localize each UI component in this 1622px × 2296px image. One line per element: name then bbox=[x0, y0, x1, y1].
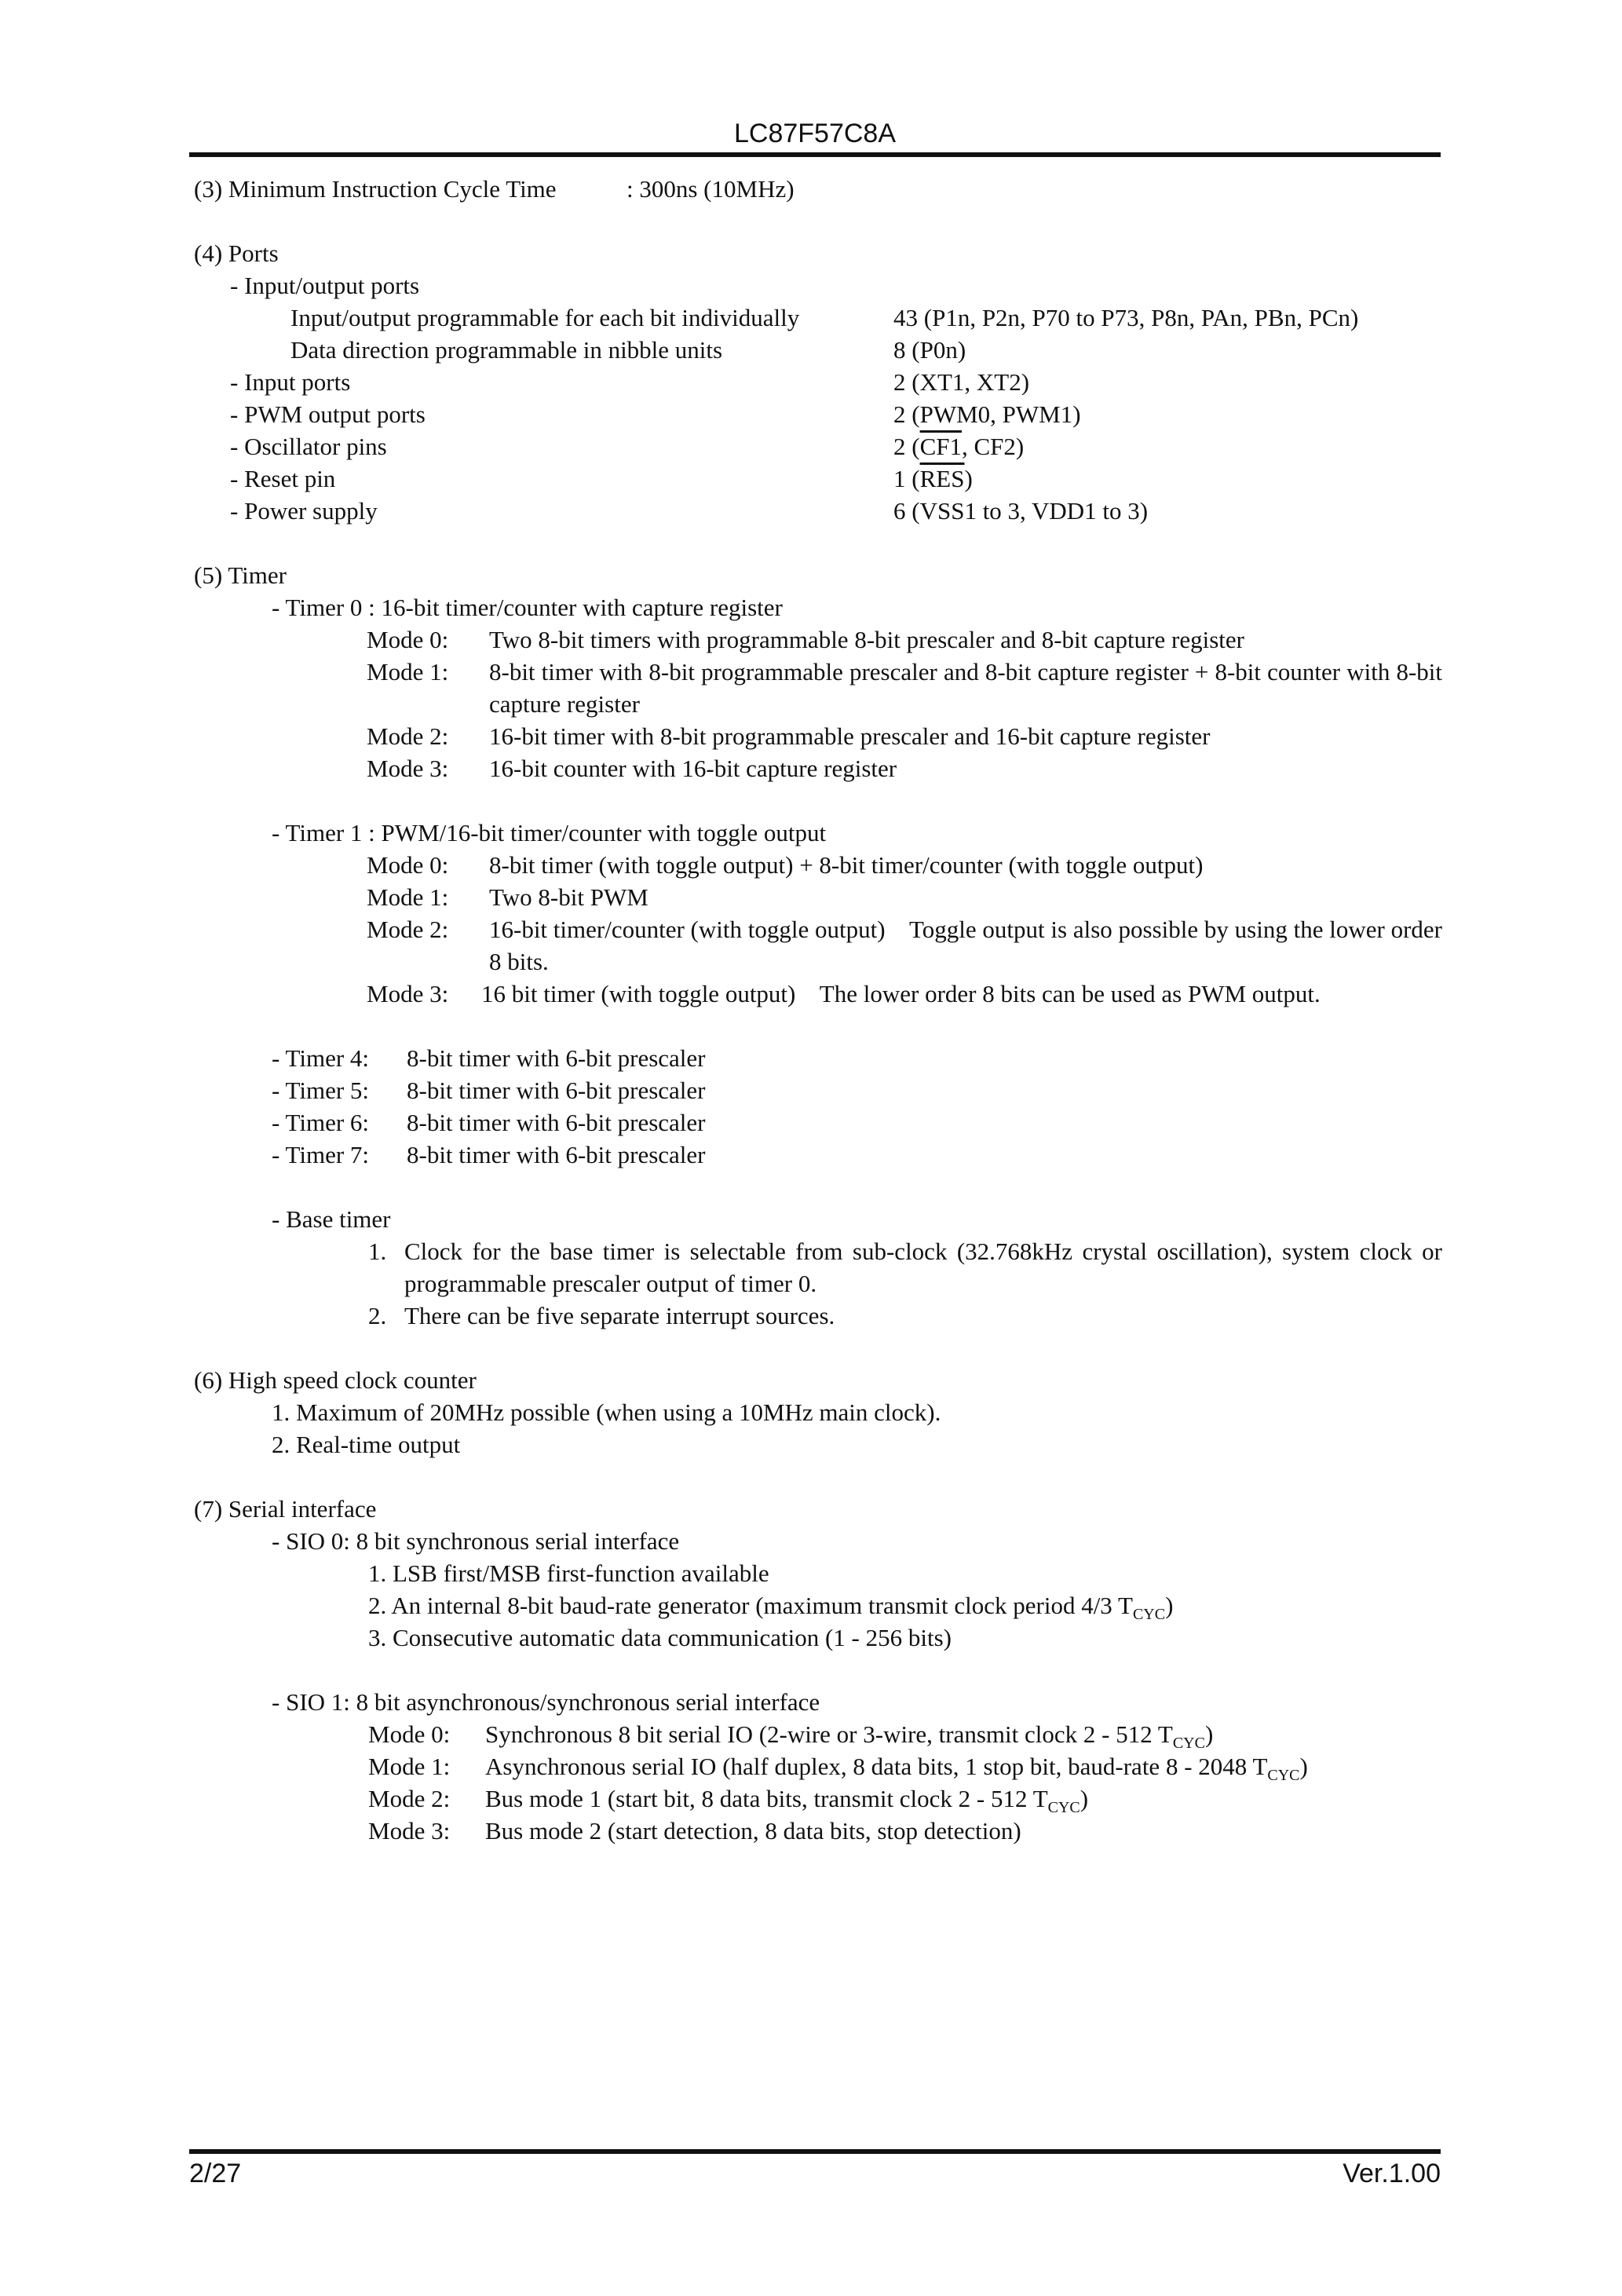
mode-text: 16 bit timer (with toggle output) The lower order 8 bits can be used as PWM output. bbox=[481, 980, 1321, 1007]
timer1-mode bbox=[194, 913, 1448, 978]
item-number: 2. bbox=[368, 1302, 387, 1329]
hsc-item bbox=[194, 1396, 1442, 1428]
mode-label: Mode 0: bbox=[367, 851, 449, 879]
timer-label: - Timer 6: bbox=[272, 1109, 370, 1136]
mode-text bbox=[485, 1750, 1308, 1785]
section-4-title-text: (4) Ports bbox=[194, 239, 279, 267]
footer-rule bbox=[189, 2149, 1441, 2154]
section-7-title bbox=[194, 1493, 1442, 1525]
sio1-mode bbox=[194, 1718, 1442, 1753]
sio1-heading bbox=[194, 1686, 1442, 1718]
base-timer-item bbox=[194, 1300, 1442, 1332]
timer1-heading bbox=[194, 817, 1442, 849]
timer-other-row bbox=[194, 1074, 1442, 1106]
ports-row-value: 2 (XT1, XT2) bbox=[893, 368, 1030, 396]
mode-label: Mode 3: bbox=[367, 980, 449, 1007]
timer-text: 8-bit timer with 6-bit prescaler bbox=[407, 1109, 706, 1136]
page-number: 2/27 bbox=[189, 2159, 242, 2188]
ports-row bbox=[194, 366, 1442, 398]
ports-row-label: - PWM output ports bbox=[230, 400, 426, 428]
sio1-mode bbox=[194, 1782, 1442, 1815]
timer-label: - Timer 4: bbox=[272, 1044, 370, 1072]
mode-text: 16-bit timer/counter (with toggle output) Toggle output is also possible by using the lower order 8 bits. bbox=[489, 916, 1448, 975]
hsc-item bbox=[194, 1428, 1442, 1461]
subscript: CYC bbox=[1267, 1767, 1300, 1785]
base-timer-heading bbox=[194, 1203, 1442, 1235]
subscript: CYC bbox=[1047, 1799, 1080, 1817]
ports-row-value: 8 (P0n) bbox=[893, 336, 966, 364]
text-part: Asynchronous serial IO (half duplex, 8 data bits, 1 stop bit, baud-rate 8 - 2048 T bbox=[485, 1753, 1268, 1780]
item-text: There can be five separate interrupt sources. bbox=[404, 1302, 835, 1329]
mode-label: Mode 3: bbox=[368, 1817, 451, 1844]
mode-label: Mode 1: bbox=[367, 883, 449, 911]
subscript: CYC bbox=[1172, 1735, 1205, 1753]
value-part: 1 ( bbox=[893, 465, 920, 492]
sio0-item bbox=[194, 1557, 1442, 1589]
timer-text: 8-bit timer with 6-bit prescaler bbox=[407, 1077, 706, 1104]
value-part: 2 ( bbox=[893, 433, 920, 460]
timer0-heading bbox=[194, 591, 1442, 623]
sio0-item-text: 1. LSB first/MSB first-function available bbox=[368, 1559, 769, 1587]
section-3-value: : 300ns (10MHz) bbox=[627, 175, 795, 203]
section-5-title bbox=[194, 559, 1442, 591]
hsc-item-text: 1. Maximum of 20MHz possible (when using a 10MHz main clock). bbox=[272, 1398, 941, 1426]
sio0-item-text: 3. Consecutive automatic data communication (1 - 256 bits) bbox=[368, 1624, 952, 1651]
timer-other-row bbox=[194, 1106, 1442, 1139]
timer0-mode bbox=[194, 656, 1442, 720]
text-part: Synchronous 8 bit serial IO (2-wire or 3-wire, transmit clock 2 - 512 T bbox=[485, 1720, 1173, 1748]
ports-row-value: 6 (VSS1 to 3, VDD1 to 3) bbox=[893, 497, 1149, 525]
ports-row bbox=[194, 302, 1442, 334]
text-part: ) bbox=[1080, 1785, 1089, 1812]
mode-label: Mode 1: bbox=[367, 658, 449, 686]
timer-other-row bbox=[194, 1139, 1442, 1171]
base-timer-item bbox=[194, 1235, 1442, 1300]
sio1-heading-text: - SIO 1: 8 bit asynchronous/synchronous serial interface bbox=[272, 1688, 820, 1716]
timer1-mode bbox=[194, 978, 1442, 1010]
sio0-item-text bbox=[368, 1589, 1174, 1624]
timer0-mode bbox=[194, 720, 1442, 752]
mode-text: 8-bit timer with 8-bit programmable prescaler and 8-bit capture register + 8-bit counter with 8-bit capture register bbox=[489, 658, 1442, 718]
timer1-mode bbox=[194, 849, 1442, 881]
base-timer-heading-text: - Base timer bbox=[272, 1205, 391, 1233]
ports-row-label: - Power supply bbox=[230, 497, 378, 525]
ports-io-heading bbox=[194, 269, 1442, 302]
text-part: Bus mode 1 (start bit, 8 data bits, transmit clock 2 - 512 T bbox=[485, 1785, 1048, 1812]
ports-row-label: Data direction programmable in nibble units bbox=[290, 336, 723, 364]
mode-label: Mode 1: bbox=[368, 1753, 451, 1780]
timer-text: 8-bit timer with 6-bit prescaler bbox=[407, 1044, 706, 1072]
timer0-heading-text: - Timer 0 : 16-bit timer/counter with capture register bbox=[272, 594, 783, 621]
document-body bbox=[194, 173, 1448, 1847]
timer-other-row bbox=[194, 1042, 1442, 1074]
page-header-title: LC87F57C8A bbox=[733, 119, 896, 148]
timer-label: - Timer 5: bbox=[272, 1077, 370, 1104]
section-5-title-text: (5) Timer bbox=[194, 561, 287, 589]
ports-row-label: - Oscillator pins bbox=[230, 433, 387, 460]
section-6-title bbox=[194, 1364, 1442, 1396]
ports-row-label: Input/output programmable for each bit individually bbox=[290, 304, 800, 331]
ports-row bbox=[194, 495, 1442, 527]
ports-row-value: 43 (P1n, P2n, P70 to P73, P8n, PAn, PBn, PCn) bbox=[893, 304, 1359, 331]
mode-label: Mode 0: bbox=[368, 1720, 451, 1748]
sio1-mode bbox=[194, 1750, 1442, 1785]
version-label: Ver.1.00 bbox=[1343, 2159, 1441, 2188]
mode-text: 16-bit counter with 16-bit capture register bbox=[489, 755, 897, 782]
ports-row-label: - Reset pin bbox=[230, 465, 336, 492]
timer-text: 8-bit timer with 6-bit prescaler bbox=[407, 1141, 706, 1168]
timer0-mode bbox=[194, 752, 1442, 784]
sio0-heading bbox=[194, 1525, 1442, 1557]
mode-text bbox=[485, 1718, 1214, 1753]
text-part: 2. An internal 8-bit baud-rate generator (maximum transmit clock period 4/3 T bbox=[368, 1592, 1133, 1619]
ports-row bbox=[194, 430, 1442, 462]
ports-row-value bbox=[893, 462, 973, 495]
mode-label: Mode 2: bbox=[368, 1785, 451, 1812]
mode-label: Mode 0: bbox=[367, 626, 449, 653]
ports-row-label: - Input ports bbox=[230, 368, 351, 396]
section-6-title-text: (6) High speed clock counter bbox=[194, 1366, 477, 1394]
timer-label: - Timer 7: bbox=[272, 1141, 370, 1168]
ports-row bbox=[194, 462, 1442, 495]
item-number: 1. bbox=[368, 1238, 387, 1265]
text-part: ) bbox=[1299, 1753, 1308, 1780]
value-part: , CF2) bbox=[962, 433, 1025, 460]
header-rule bbox=[189, 152, 1441, 157]
timer0-mode bbox=[194, 623, 1442, 656]
mode-text: 16-bit timer with 8-bit programmable prescaler and 16-bit capture register bbox=[489, 722, 1211, 750]
value-part: ) bbox=[964, 465, 973, 492]
mode-text: Bus mode 2 (start detection, 8 data bits, stop detection) bbox=[485, 1817, 1021, 1844]
ports-row bbox=[194, 398, 1442, 430]
subscript: CYC bbox=[1132, 1606, 1166, 1624]
mode-text bbox=[485, 1782, 1088, 1815]
text-part: ) bbox=[1165, 1592, 1174, 1619]
ports-row bbox=[194, 334, 1442, 366]
mode-label: Mode 3: bbox=[367, 755, 449, 782]
section-4-title bbox=[194, 237, 1442, 269]
item-text: Clock for the base timer is selectable from sub-clock (32.768kHz crystal oscillation), system clock or programmable prescaler output of timer 0. bbox=[404, 1238, 1442, 1297]
overlined-signal: $\overline{RES}$ bbox=[919, 465, 965, 492]
sio0-heading-text: - SIO 0: 8 bit synchronous serial interface bbox=[272, 1527, 680, 1555]
mode-label: Mode 2: bbox=[367, 916, 449, 943]
sio0-item bbox=[194, 1621, 1442, 1654]
sio1-mode bbox=[194, 1815, 1442, 1847]
overlined-signal: CF1 bbox=[919, 433, 962, 460]
mode-text: Two 8-bit PWM bbox=[489, 883, 648, 911]
mode-text: 8-bit timer (with toggle output) + 8-bit timer/counter (with toggle output) bbox=[489, 851, 1204, 879]
sio0-item bbox=[194, 1589, 1442, 1624]
mode-text: Two 8-bit timers with programmable 8-bit prescaler and 8-bit capture register bbox=[489, 626, 1244, 653]
section-3-row bbox=[194, 173, 1442, 205]
section-7-title-text: (7) Serial interface bbox=[194, 1495, 377, 1523]
timer1-heading-text: - Timer 1 : PWM/16-bit timer/counter with toggle output bbox=[272, 819, 827, 846]
text-part: ) bbox=[1204, 1720, 1214, 1748]
ports-io-heading-text: - Input/output ports bbox=[230, 272, 420, 299]
section-3-label: (3) Minimum Instruction Cycle Time bbox=[194, 175, 557, 203]
ports-row-value bbox=[893, 430, 1024, 462]
timer1-mode bbox=[194, 881, 1442, 913]
ports-row-value: 2 (PWM0, PWM1) bbox=[893, 400, 1081, 428]
mode-label: Mode 2: bbox=[367, 722, 449, 750]
hsc-item-text: 2. Real-time output bbox=[272, 1431, 461, 1458]
